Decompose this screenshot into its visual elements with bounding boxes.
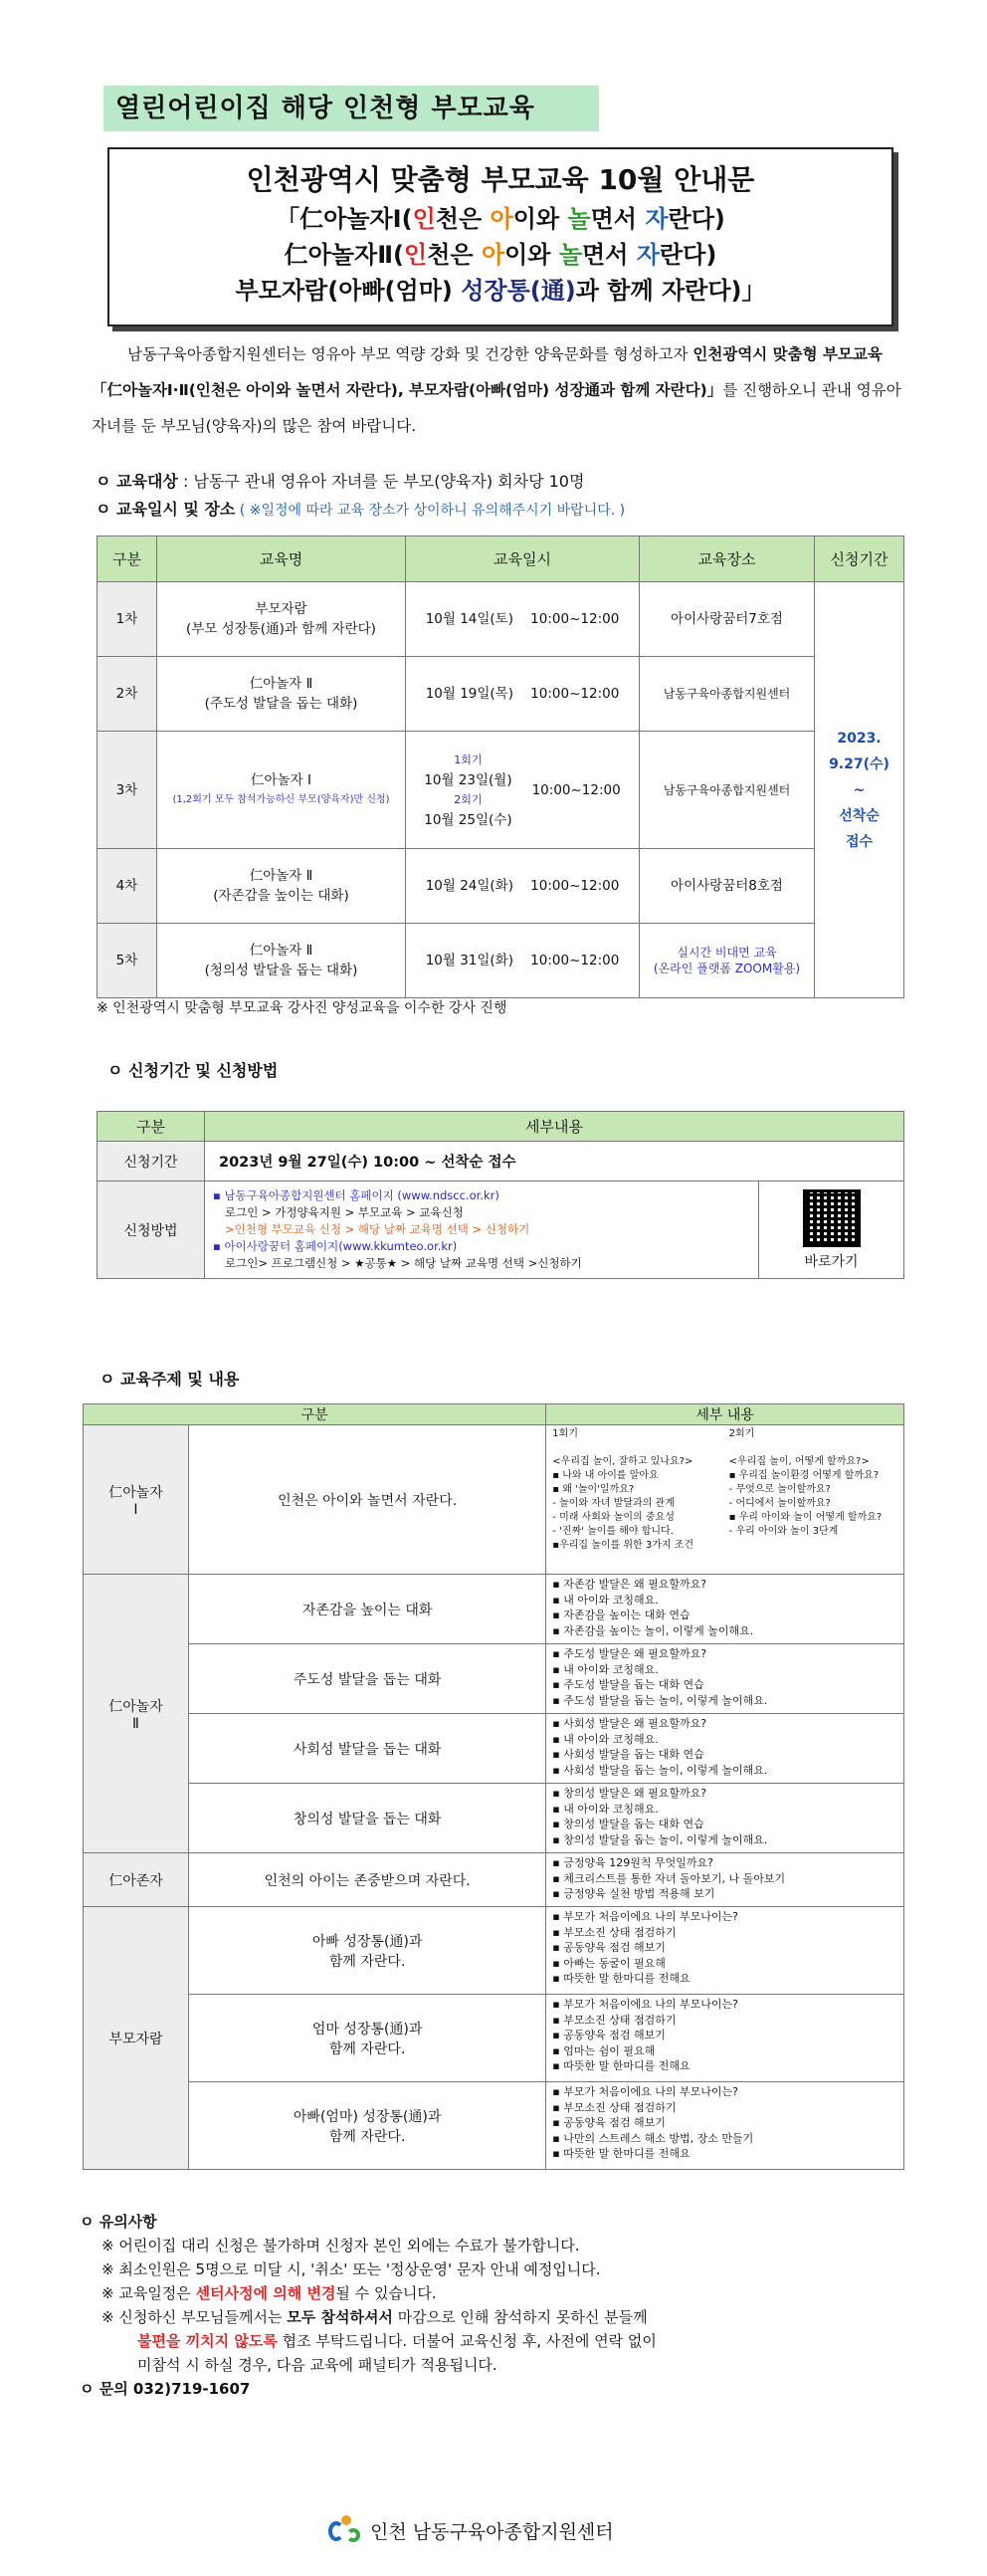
- list-item: - '진짜' 놀이를 해야 합니다.: [552, 1526, 674, 1537]
- schedule-heading: ㅇ 교육일시 및 장소 ( ※일정에 따라 교육 장소가 상이하니 유의해주시기 바랍니다. ): [96, 500, 626, 519]
- caution-item: ※ 교육일정은 센터사정에 의해 변경될 수 있습니다.: [101, 2284, 437, 2302]
- col-header: 신청기간: [815, 537, 904, 582]
- list-item: ▪ 사회성 발달을 돕는 놀이, 이렇게 놀이해요.: [552, 1763, 768, 1777]
- course-place: 아이사랑꿈터7호점: [640, 582, 815, 657]
- list-item: - 놀이와 자녀 발달과의 관계: [552, 1498, 675, 1509]
- caution-item: 불편을 끼치지 않도록 협조 부탁드립니다. 더불어 교육신청 후, 사전에 연락 없이: [137, 2332, 657, 2350]
- list-item: ▪ 긍정양육 실천 방법 적용해 보기: [552, 1887, 715, 1900]
- row-no: 1차: [98, 582, 157, 657]
- qr-code-icon[interactable]: [803, 1189, 861, 1247]
- list-item: ▪ 창의성 발달을 돕는 놀이, 이렇게 놀이해요.: [552, 1832, 768, 1846]
- group-label: 부모자람: [84, 1907, 189, 2170]
- list-item: ▪ 부모가 처음이에요 나의 부모나이는?: [552, 1998, 738, 2011]
- list-item: ▪ 내 아이와 코칭해요.: [552, 1732, 659, 1746]
- list-item: ▪우리집 놀이를 위한 3가지 조건: [552, 1540, 694, 1551]
- page-title: 인천광역시 맞춤형 부모교육 10월 안내문: [246, 163, 755, 196]
- list-item: ▪ 내 아이와 코칭해요.: [552, 1802, 659, 1816]
- title-line-3: 부모자람(아빠(엄마) 성장통(通)과 함께 자란다)」: [235, 277, 766, 305]
- center-name: 인천 남동구육아종합지원센터: [370, 2520, 614, 2543]
- list-item: ▪ 자존감을 높이는 대화 연습: [552, 1609, 691, 1621]
- list-item: - 어디에서 놀이할까요?: [728, 1498, 831, 1509]
- row-no: 3차: [98, 732, 157, 849]
- list-item: ▪ 체크리스트를 통한 자녀 돌아보기, 나 돌아보기: [552, 1871, 786, 1885]
- period-value: 2023년 9월 27일(수) 10:00 ~ 선착순 접수: [205, 1142, 904, 1181]
- kkumteo-link[interactable]: ▪ 아이사랑꿈터 홈페이지(www.kkumteo.or.kr): [213, 1239, 458, 1253]
- table-row: [98, 657, 904, 732]
- caution-item: ※ 최소인원은 5명으로 미달 시, '취소' 또는 '정상운영' 문자 안내 예정입니다.: [101, 2260, 601, 2278]
- col-header: 구분: [98, 537, 157, 582]
- list-item: 2회기: [728, 1428, 755, 1439]
- row-no: 5차: [98, 924, 157, 998]
- list-item: ▪ 우리 아이와 놀이 어떻게 할까요?: [728, 1512, 883, 1523]
- table-row: [98, 732, 904, 849]
- sub-topic: 인천의 아이는 존중받으며 자란다.: [189, 1853, 546, 1907]
- list-item: ▪ 아빠는 동굴이 필요해: [552, 1956, 666, 1970]
- list-item: ▪ 긍정양육 129원칙 무엇일까요?: [552, 1856, 713, 1869]
- sub-topic: 엄마 성장통(通)과 함께 자란다.: [189, 1995, 546, 2082]
- list-item: ▪ 사회성 발달은 왜 필요할까요?: [552, 1717, 707, 1730]
- col-header: 교육명: [157, 537, 406, 582]
- title-line-2: 仁아놀자Ⅱ(인천은 아이와 놀면서 자란다): [284, 241, 717, 269]
- course-name: 仁아놀자 Ⅱ (주도성 발달을 돕는 대화): [157, 657, 406, 732]
- topic-table: [83, 1403, 904, 2170]
- course-place: 아이사랑꿈터8호점: [640, 849, 815, 924]
- course-place: 실시간 비대면 교육 (온라인 플랫폼 ZOOM활용): [640, 924, 815, 998]
- group-label: 仁아놀자 Ⅰ: [84, 1425, 189, 1575]
- qr-shortcut[interactable]: 바로가기: [759, 1181, 904, 1279]
- sub-topic: 사회성 발달을 돕는 대화: [189, 1714, 546, 1784]
- sub-topic: 아빠 성장통(通)과 함께 자란다.: [189, 1907, 546, 1995]
- list-item: ▪ 주도성 발달을 돕는 놀이, 이렇게 놀이해요.: [552, 1693, 768, 1707]
- topic-heading: ㅇ 교육주제 및 내용: [99, 1370, 240, 1389]
- col-header: 세부내용: [205, 1112, 904, 1142]
- list-item: ▪ 따뜻한 말 한마디를 전해요: [552, 2059, 691, 2072]
- sub-topic: 자존감을 높이는 대화: [189, 1575, 546, 1644]
- table-row: [98, 924, 904, 998]
- topic-detail: [546, 1784, 904, 1853]
- list-item: ▪ 나와 내 아이를 알아요: [552, 1470, 659, 1481]
- list-item: ▪ 창의성 발달을 돕는 대화 연습: [552, 1818, 704, 1830]
- caution-item: ※ 어린이집 대리 신청은 불가하며 신청자 본인 외에는 수료가 불가합니다.: [101, 2237, 580, 2254]
- list-item: <우리집 놀이, 잘하고 있나요?>: [552, 1456, 693, 1467]
- list-item: ▪ 부모소진 상태 점검하기: [552, 2013, 677, 2027]
- schedule-note: ※ 인천광역시 맞춤형 부모교육 강사진 양성교육을 이수한 강사 진행: [97, 1000, 507, 1016]
- sub-topic: 창의성 발달을 돕는 대화: [189, 1784, 546, 1853]
- table-row: [98, 582, 904, 657]
- list-item: ▪ 부모가 처음이에요 나의 부모나이는?: [552, 2085, 738, 2098]
- group-label: 仁아놀자 Ⅱ: [84, 1575, 189, 1853]
- list-item: ▪ 자존감 발달은 왜 필요할까요?: [552, 1578, 707, 1591]
- list-item: 1회기: [552, 1428, 578, 1439]
- schedule-table: [97, 536, 904, 998]
- col-header: 세부 내용: [546, 1404, 904, 1425]
- course-datetime: 10월 24일(화) 10:00~12:00: [406, 849, 640, 924]
- list-item: ▪ 우리집 놀이환경 어떻게 할까요?: [728, 1470, 880, 1481]
- topic-detail: [546, 1575, 904, 1644]
- list-item: ▪ 주도성 발달은 왜 필요할까요?: [552, 1647, 707, 1660]
- list-item: ▪ 창의성 발달은 왜 필요할까요?: [552, 1787, 707, 1800]
- program-tag: 열린어린이집 해당 인천형 부모교육: [103, 86, 599, 131]
- cautions: [80, 2210, 915, 2401]
- list-item: ▪ 내 아이와 코칭해요.: [552, 1662, 659, 1676]
- cautions-title: ㅇ 유의사항: [80, 2213, 157, 2231]
- topic-detail: [546, 1853, 904, 1907]
- contact-line: ㅇ 문의 032)719-1607: [80, 2380, 251, 2398]
- topic-detail: [546, 1907, 904, 1995]
- title-box: [107, 147, 893, 326]
- list-item: ▪ 부모가 처음이에요 나의 부모나이는?: [552, 1910, 738, 1923]
- sub-topic: 아빠(엄마) 성장통(通)과 함께 자란다.: [189, 2082, 546, 2170]
- list-item: - 미래 사회와 놀이의 중요성: [552, 1512, 675, 1523]
- list-item: - 우리 아이와 놀이 3단계: [728, 1526, 839, 1537]
- caution-item: ※ 신청하신 부모님들께서는 모두 참석하셔서 마감으로 인해 참석하지 못하신 분들께: [101, 2308, 648, 2326]
- col-header: 교육장소: [640, 537, 815, 582]
- list-item: ▪ 부모소진 상태 점검하기: [552, 2100, 677, 2114]
- group-label: 仁아존자: [84, 1853, 189, 1907]
- topic-detail: [546, 1714, 904, 1784]
- row-no: 2차: [98, 657, 157, 732]
- list-item: <우리집 놀이, 어떻게 할까요?>: [728, 1456, 870, 1467]
- course-name: 仁아놀자 Ⅱ (청의성 발달을 돕는 대화): [157, 924, 406, 998]
- course-place: 남동구육아종합지원센터: [640, 657, 815, 732]
- table-row: [98, 849, 904, 924]
- list-item: ▪ 사회성 발달을 돕는 대화 연습: [552, 1748, 704, 1761]
- method-label: 신청방법: [98, 1181, 205, 1279]
- course-name: 仁아놀자 Ⅰ (1,2회기 모두 참석가능하신 부모(양육자)만 신청): [157, 732, 406, 849]
- title-line-1: 「仁아놀자Ⅰ(인천은 아이와 놀면서 자란다): [276, 205, 725, 233]
- list-item: ▪ 따뜻한 말 한마디를 전해요: [552, 2147, 691, 2160]
- caution-item: 미참석 시 하실 경우, 다음 교육에 패널티가 적용됩니다.: [137, 2356, 497, 2374]
- footer: [328, 2515, 614, 2545]
- col-header: 구분: [84, 1404, 546, 1425]
- list-item: ▪ 나만의 스트레스 해소 방법, 장소 만들기: [552, 2131, 754, 2145]
- course-datetime: 10월 31일(화) 10:00~12:00: [406, 924, 640, 998]
- course-datetime: 1회기 10월 23일(월) 2회기 10월 25일(수) 10:00~12:00: [406, 732, 640, 849]
- list-item: ▪ 공동양육 점검 해보기: [552, 2029, 666, 2041]
- course-place: 남동구육아종합지원센터: [640, 732, 815, 849]
- list-item: ▪ 부모소진 상태 점검하기: [552, 1925, 677, 1939]
- topic-detail: [546, 1995, 904, 2082]
- list-item: ▪ 공동양육 점검 해보기: [552, 1941, 666, 1954]
- topic-detail: [546, 1425, 904, 1575]
- topic-detail: [546, 2082, 904, 2170]
- list-item: ▪ 주도성 발달을 돕는 대화 연습: [552, 1678, 704, 1691]
- col-header: 교육일시: [406, 537, 640, 582]
- course-datetime: 10월 14일(토) 10:00~12:00: [406, 582, 640, 657]
- period-label: 신청기간: [98, 1142, 205, 1181]
- course-name: 부모자람 (부모 성장통(通)과 함께 자란다): [157, 582, 406, 657]
- list-item: ▪ 내 아이와 코칭해요.: [552, 1593, 659, 1607]
- method-detail: ▪ 남동구육아종합지원센터 홈페이지 (www.ndscc.or.kr) 로그인 > 가정양육지원 > 부모교육 > 교육신청 >인천형 부모교육 신청 > 해당 날짜 교육명 선택 > 신청하기 ▪ 아이사랑꿈터 홈페이지(www.kkumteo.or.kr) 로그인> 프로그램신청 > ★공통★ > 해당 날짜 교육명 선택 >신청하기: [205, 1181, 759, 1279]
- apply-heading: ㅇ 신청기간 및 신청방법: [107, 1061, 279, 1080]
- list-item: [729, 1441, 897, 1455]
- col-header: 구분: [98, 1112, 205, 1142]
- list-item: - 무엇으로 놀이할까요?: [728, 1484, 831, 1495]
- sub-topic: 인천은 아이와 놀면서 자란다.: [189, 1425, 546, 1575]
- course-name: 仁아놀자 Ⅱ (자존감을 높이는 대화): [157, 849, 406, 924]
- list-item: ▪ 공동양육 점검 해보기: [552, 2116, 666, 2129]
- list-item: ▪ 자존감을 높이는 놀이, 이렇게 놀이해요.: [552, 1623, 754, 1637]
- target-line: ㅇ 교육대상 : 남동구 관내 영유아 자녀를 둔 부모(양육자) 회차당 10명: [96, 472, 585, 491]
- row-no: 4차: [98, 849, 157, 924]
- apply-period: 2023. 9.27(수) ~ 선착순 접수: [815, 582, 904, 998]
- course-datetime: 10월 19일(목) 10:00~12:00: [406, 657, 640, 732]
- topic-detail: [546, 1644, 904, 1714]
- apply-table: [97, 1111, 904, 1279]
- intro-paragraph: 남동구육아종합지원센터는 영유아 부모 역량 강화 및 건강한 양육문화를 형성하고자 인천광역시 맞춤형 부모교육 「仁아놀자Ⅰ·Ⅱ(인천은 아이와 놀면서 자란다), 부모자람(아빠(엄마) 성장通과 함께 자란다)」를 진행하오니 관내 영유아 자녀를 둔 부모님(양육자)의 많은 참여 바랍니다.: [92, 345, 901, 435]
- center-logo-icon: [328, 2515, 362, 2545]
- list-item: ▪ 왜 '놀이'일까요?: [552, 1484, 635, 1495]
- sub-topic: 주도성 발달을 돕는 대화: [189, 1644, 546, 1714]
- ndscc-link[interactable]: ▪ 남동구육아종합지원센터 홈페이지 (www.ndscc.or.kr): [213, 1188, 499, 1202]
- list-item: [552, 1441, 720, 1455]
- list-item: ▪ 엄마는 쉼이 필요해: [552, 2043, 656, 2057]
- list-item: ▪ 따뜻한 말 한마디를 전해요: [552, 1972, 691, 1985]
